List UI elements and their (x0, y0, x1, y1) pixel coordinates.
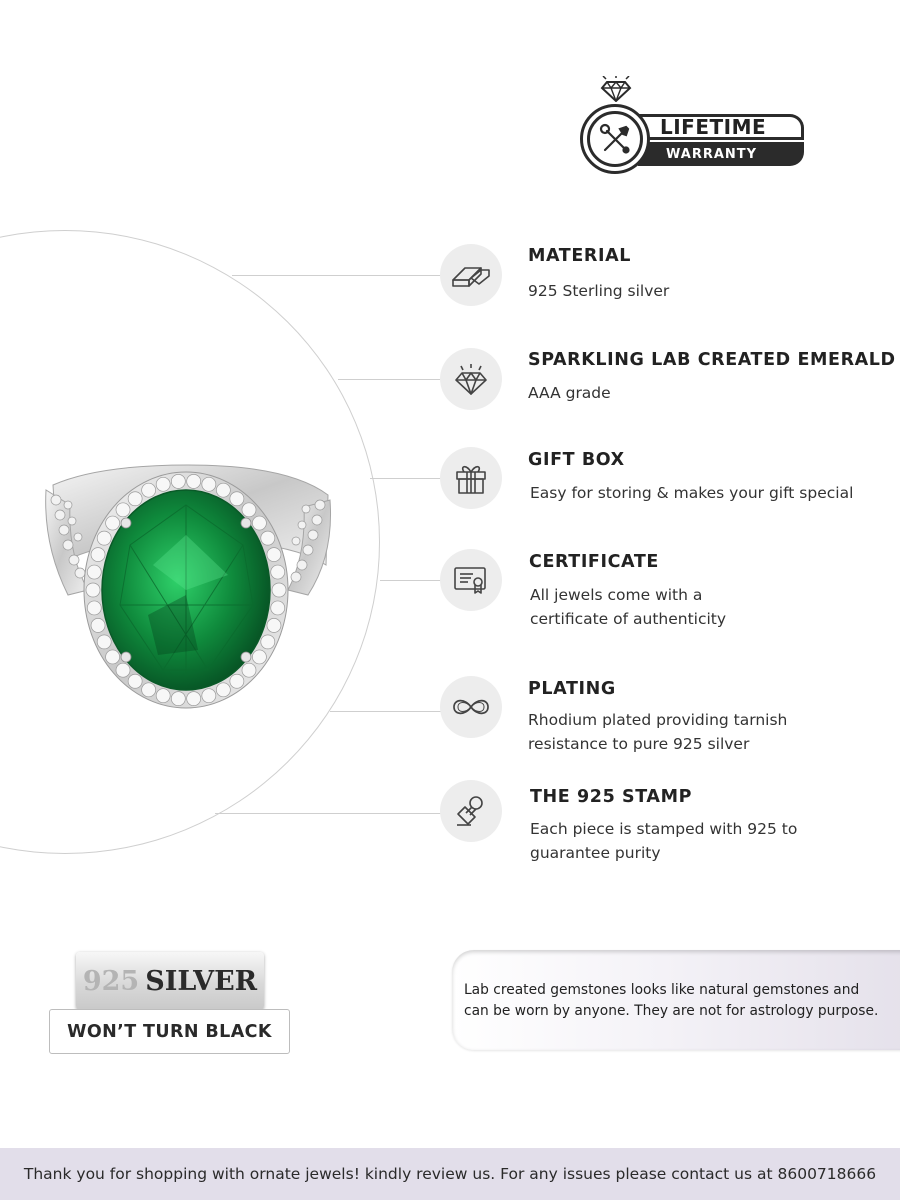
halo-stone (86, 583, 100, 597)
halo-stone (202, 689, 216, 703)
warranty-line2: WARRANTY (638, 142, 804, 166)
halo-stone (116, 663, 130, 677)
silver-number: 925 (82, 965, 140, 997)
halo-stone (242, 663, 256, 677)
halo-stone (106, 650, 120, 664)
feature-title: PLATING (528, 679, 616, 699)
lab-gemstone-note (452, 950, 900, 1050)
halo-stone (156, 477, 170, 491)
feature-icon-gift-box (440, 447, 502, 509)
lifetime-warranty-badge (578, 76, 810, 184)
footer-thanks-banner: Thank you for shopping with ornate jewels! kindly review us. For any issues please contact us at 8600718666 (0, 1148, 900, 1200)
feature-desc: Easy for storing & makes your gift special (530, 484, 854, 502)
feature-icon-plating (440, 676, 502, 738)
feature-desc: Each piece is stamped with 925 to (530, 820, 798, 838)
connector-line (338, 379, 442, 380)
halo-stone (267, 548, 281, 562)
feature-icon-stamp (440, 780, 502, 842)
warranty-seal (580, 104, 650, 174)
halo-stone (97, 531, 111, 545)
stamp-icon (454, 794, 488, 828)
connector-line (232, 275, 442, 276)
halo-stone (128, 492, 142, 506)
feature-desc: resistance to pure 925 silver (528, 735, 750, 753)
connector-line (370, 478, 442, 479)
halo-stone (142, 483, 156, 497)
feature-title: GIFT BOX (528, 450, 625, 470)
tools-icon (595, 119, 635, 159)
halo-stone (271, 601, 285, 615)
feature-icon-certificate (440, 549, 502, 611)
halo-stone (106, 516, 120, 530)
halo-stone (267, 618, 281, 632)
feature-title: THE 925 STAMP (530, 787, 693, 807)
connector-line (215, 813, 442, 814)
halo-stone (272, 583, 286, 597)
halo-stone (97, 635, 111, 649)
feature-icon-gemstone (440, 348, 502, 410)
halo-stone (252, 650, 266, 664)
halo-stone (128, 674, 142, 688)
halo-stone (271, 565, 285, 579)
feature-icon-material (440, 244, 502, 306)
feature-desc: AAA grade (528, 384, 611, 402)
halo-stone (87, 565, 101, 579)
warranty-line1: LIFETIME (638, 114, 804, 140)
halo-stone (171, 474, 185, 488)
diamond-icon (600, 76, 632, 102)
halo-stone (230, 492, 244, 506)
connector-line (330, 711, 442, 712)
halo-stone (91, 548, 105, 562)
halo-stone (142, 683, 156, 697)
feature-desc: 925 Sterling silver (528, 282, 670, 300)
silver-925-badge (76, 952, 264, 1010)
note-line: Lab created gemstones looks like natural gemstones and (464, 982, 860, 998)
feature-title: CERTIFICATE (529, 552, 659, 572)
halo-stone (156, 689, 170, 703)
halo-stone (242, 503, 256, 517)
certificate-icon (453, 565, 489, 595)
feature-title: MATERIAL (528, 246, 631, 266)
silver-bars-icon (451, 260, 491, 290)
halo-stone (171, 692, 185, 706)
halo-stone (252, 516, 266, 530)
feature-desc: Rhodium plated providing tarnish (528, 711, 788, 729)
halo-stone (261, 635, 275, 649)
feature-title: SPARKLING LAB CREATED EMERALD (528, 350, 896, 370)
halo-stone (261, 531, 275, 545)
silver-word: SILVER (145, 965, 258, 997)
halo-stone (116, 503, 130, 517)
feature-desc: All jewels come with a (530, 586, 703, 604)
emerald-ring-image (38, 445, 338, 715)
halo-stone (216, 483, 230, 497)
halo-stone (202, 477, 216, 491)
halo-stone (87, 601, 101, 615)
halo-stone (216, 683, 230, 697)
gift-box-icon (454, 461, 488, 495)
halo-stone (187, 692, 201, 706)
feature-desc: certificate of authenticity (530, 610, 727, 628)
halo-stone (91, 618, 105, 632)
connector-line (380, 580, 442, 581)
wont-turn-black-label: WON’T TURN BLACK (49, 1009, 290, 1054)
halo-stone (230, 674, 244, 688)
feature-desc: guarantee purity (530, 844, 661, 862)
infinity-icon (451, 696, 491, 718)
note-line: can be worn by anyone. They are not for astrology purpose. (464, 1003, 879, 1019)
halo-stone (187, 474, 201, 488)
diamond-icon (454, 363, 488, 395)
